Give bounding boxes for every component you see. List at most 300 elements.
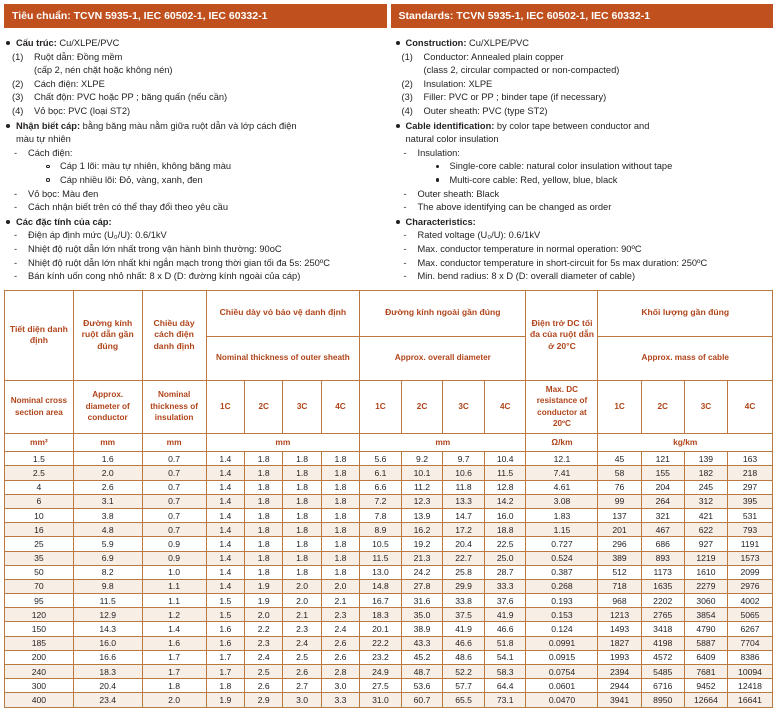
- cell-sheath-3c: 1.8: [283, 452, 321, 466]
- dash-icon: -: [14, 230, 18, 241]
- th-overall-en: Approx. overall diameter: [360, 336, 526, 380]
- unit-insulation: mm: [142, 433, 206, 452]
- table-row: [5, 594, 773, 608]
- cell-mass-4c: 2099: [728, 565, 773, 579]
- cell-insulation-thickness: 0.7: [142, 466, 206, 480]
- cell-resistance: 1.83: [526, 508, 598, 522]
- cell-mass-2c: 893: [641, 551, 684, 565]
- item-text: Cáp 1 lõi: màu tự nhiên, không băng màu: [60, 161, 232, 172]
- cell-resistance: 0.0991: [526, 636, 598, 650]
- item-text: Chất độn: PVC hoặc PP ; băng quấn (nếu cần): [34, 92, 228, 103]
- cell-mass-2c: 467: [641, 523, 684, 537]
- cell-mass-2c: 4198: [641, 636, 684, 650]
- th-overall-core-1c: 1C: [360, 380, 402, 433]
- item-text: Cách điện: XLPE: [34, 78, 105, 89]
- cell-mass-2c: 5485: [641, 665, 684, 679]
- table-row: [5, 494, 773, 508]
- cell-sheath-3c: 1.8: [283, 537, 321, 551]
- table-row: [5, 665, 773, 679]
- cell-conductor-diameter: 3.8: [73, 508, 142, 522]
- cell-insulation-thickness: 1.4: [142, 622, 206, 636]
- cell-overall-2c: 10.1: [401, 466, 443, 480]
- cell-sheath-3c: 2.0: [283, 594, 321, 608]
- cell-sheath-1c: 1.5: [206, 608, 244, 622]
- item-text: Rated voltage (U₀/U): 0.6/1kV: [417, 230, 541, 241]
- cell-insulation-thickness: 0.7: [142, 494, 206, 508]
- th-sheath-core-3c: 3C: [283, 380, 321, 433]
- table-row: [5, 679, 773, 693]
- cell-mass-1c: 99: [598, 494, 641, 508]
- cell-mass-4c: 395: [728, 494, 773, 508]
- section-identification-vi-line2: màu tự nhiên: [16, 134, 71, 145]
- cell-sheath-3c: 2.4: [283, 636, 321, 650]
- cell-overall-3c: 57.7: [443, 679, 485, 693]
- cell-insulation-thickness: 1.6: [142, 636, 206, 650]
- cell-conductor-diameter: 3.1: [73, 494, 142, 508]
- arrow-right-icon: [371, 4, 385, 28]
- identification-detail-vi: [4, 174, 384, 188]
- cell-overall-2c: 24.2: [401, 565, 443, 579]
- cell-overall-2c: 27.8: [401, 579, 443, 593]
- cell-mass-3c: 5887: [684, 636, 727, 650]
- cell-area: 120: [5, 608, 74, 622]
- cell-sheath-4c: 1.8: [321, 494, 359, 508]
- cell-mass-2c: 686: [641, 537, 684, 551]
- cell-area: 35: [5, 551, 74, 565]
- cell-mass-1c: 1827: [598, 636, 641, 650]
- cell-sheath-4c: 1.8: [321, 551, 359, 565]
- cell-mass-3c: 3854: [684, 608, 727, 622]
- cell-overall-4c: 58.3: [484, 665, 526, 679]
- characteristic-item-vi: [4, 270, 384, 284]
- bullet-icon: [396, 220, 400, 224]
- construction-item-en-cont: (class 2, circular compacted or non-compacted): [423, 65, 620, 76]
- cell-sheath-4c: 2.6: [321, 650, 359, 664]
- cell-mass-2c: 264: [641, 494, 684, 508]
- cell-sheath-4c: 2.1: [321, 594, 359, 608]
- th-mass-vi: Khối lượng gần đúng: [598, 290, 773, 336]
- cell-resistance: 0.0470: [526, 693, 598, 707]
- cell-overall-3c: 11.8: [443, 480, 485, 494]
- th-area-en: Nominal cross section area: [5, 380, 74, 433]
- construction-item-vi: [4, 105, 384, 119]
- cell-resistance: 12.1: [526, 452, 598, 466]
- cell-mass-2c: 2202: [641, 594, 684, 608]
- cell-mass-3c: 182: [684, 466, 727, 480]
- cell-overall-4c: 14.2: [484, 494, 526, 508]
- th-resistance-en: Max. DC resistance of conductor at 20ºC: [526, 380, 598, 433]
- cell-sheath-2c: 1.8: [244, 565, 282, 579]
- cell-mass-2c: 321: [641, 508, 684, 522]
- cell-overall-2c: 16.2: [401, 523, 443, 537]
- cell-area: 1.5: [5, 452, 74, 466]
- dash-icon: -: [403, 147, 407, 158]
- cell-overall-4c: 18.8: [484, 523, 526, 537]
- cell-sheath-3c: 2.6: [283, 665, 321, 679]
- cell-resistance: 0.0601: [526, 679, 598, 693]
- cell-resistance: 3.08: [526, 494, 598, 508]
- cell-overall-4c: 64.4: [484, 679, 526, 693]
- cell-sheath-4c: 1.8: [321, 537, 359, 551]
- cell-sheath-1c: 1.4: [206, 508, 244, 522]
- item-number: (2): [12, 78, 24, 89]
- characteristic-item-en: [394, 229, 774, 243]
- table-row: [5, 537, 773, 551]
- arrow-right-icon: [757, 4, 771, 28]
- description-column-en: [394, 36, 774, 284]
- item-text: Single-core cable: natural color insulation without tape: [449, 161, 673, 172]
- cell-sheath-2c: 1.9: [244, 579, 282, 593]
- characteristic-item-vi: [4, 229, 384, 243]
- cell-overall-1c: 31.0: [360, 693, 402, 707]
- cell-mass-3c: 7681: [684, 665, 727, 679]
- cell-resistance: 0.153: [526, 608, 598, 622]
- cell-sheath-2c: 2.5: [244, 665, 282, 679]
- cell-mass-4c: 6267: [728, 622, 773, 636]
- dash-icon: -: [403, 202, 407, 213]
- cell-sheath-4c: 1.8: [321, 565, 359, 579]
- circle-bullet-icon: [436, 178, 440, 182]
- characteristic-item-vi: [4, 243, 384, 257]
- item-text: The above identifying can be changed as order: [417, 202, 612, 213]
- dash-icon: -: [14, 243, 18, 254]
- cell-sheath-4c: 2.6: [321, 636, 359, 650]
- bullet-icon: [396, 124, 400, 128]
- cell-area: 10: [5, 508, 74, 522]
- cell-sheath-2c: 2.4: [244, 650, 282, 664]
- cell-resistance: 1.15: [526, 523, 598, 537]
- th-overall-core-3c: 3C: [443, 380, 485, 433]
- cell-insulation-thickness: 2.0: [142, 693, 206, 707]
- cell-overall-3c: 13.3: [443, 494, 485, 508]
- table-row: [5, 551, 773, 565]
- section-title: Nhận biết cáp:: [16, 120, 81, 131]
- bullet-icon: [6, 220, 10, 224]
- cell-resistance: 0.524: [526, 551, 598, 565]
- cell-overall-2c: 19.2: [401, 537, 443, 551]
- unit-resistance: Ω/km: [526, 433, 598, 452]
- cell-mass-3c: 421: [684, 508, 727, 522]
- cell-sheath-1c: 1.4: [206, 466, 244, 480]
- cell-resistance: 0.0915: [526, 650, 598, 664]
- construction-item-en: [394, 51, 774, 65]
- th-sheath-core-2c: 2C: [244, 380, 282, 433]
- identification-detail-vi: [4, 160, 384, 174]
- cell-area: 2.5: [5, 466, 74, 480]
- cell-overall-3c: 65.5: [443, 693, 485, 707]
- circle-bullet-icon: [436, 165, 440, 169]
- cell-area: 4: [5, 480, 74, 494]
- cell-overall-3c: 20.4: [443, 537, 485, 551]
- cell-mass-1c: 76: [598, 480, 641, 494]
- construction-item-en: [394, 91, 774, 105]
- cell-conductor-diameter: 5.9: [73, 537, 142, 551]
- cell-area: 185: [5, 636, 74, 650]
- section-title-rest: Cu/XLPE/PVC: [56, 38, 120, 48]
- cell-mass-4c: 4002: [728, 594, 773, 608]
- cell-mass-3c: 6409: [684, 650, 727, 664]
- cell-mass-4c: 793: [728, 523, 773, 537]
- cell-overall-4c: 51.8: [484, 636, 526, 650]
- cell-overall-2c: 48.7: [401, 665, 443, 679]
- cell-sheath-2c: 1.8: [244, 466, 282, 480]
- dash-icon: -: [14, 257, 18, 268]
- cell-conductor-diameter: 2.0: [73, 466, 142, 480]
- cell-insulation-thickness: 0.7: [142, 523, 206, 537]
- cell-sheath-2c: 1.8: [244, 508, 282, 522]
- th-insulation-en: Nominal thickness of insulation: [142, 380, 206, 433]
- cell-conductor-diameter: 20.4: [73, 679, 142, 693]
- cell-sheath-4c: 1.8: [321, 508, 359, 522]
- dash-icon: -: [403, 271, 407, 282]
- standards-banner-en: [391, 4, 774, 28]
- arrow-right-icon: [357, 4, 371, 28]
- cell-insulation-thickness: 1.1: [142, 594, 206, 608]
- th-mass-core-3c: 3C: [684, 380, 727, 433]
- identification-detail-en: [394, 174, 774, 188]
- cell-sheath-1c: 1.4: [206, 551, 244, 565]
- cell-resistance: 0.268: [526, 579, 598, 593]
- cell-overall-3c: 14.7: [443, 508, 485, 522]
- section-identification-en: [394, 120, 774, 134]
- cell-sheath-4c: 2.4: [321, 622, 359, 636]
- item-number: (1): [401, 51, 413, 62]
- cell-resistance: 0.387: [526, 565, 598, 579]
- cell-overall-4c: 73.1: [484, 693, 526, 707]
- cell-sheath-1c: 1.6: [206, 636, 244, 650]
- cell-sheath-1c: 1.8: [206, 679, 244, 693]
- cell-sheath-2c: 1.8: [244, 494, 282, 508]
- cell-mass-1c: 1213: [598, 608, 641, 622]
- section-title: Cable identification:: [405, 120, 495, 131]
- cell-resistance: 0.0754: [526, 665, 598, 679]
- cell-mass-2c: 6716: [641, 679, 684, 693]
- cell-overall-4c: 25.0: [484, 551, 526, 565]
- section-title: Construction:: [405, 38, 467, 48]
- cell-sheath-1c: 1.4: [206, 494, 244, 508]
- cell-mass-1c: 201: [598, 523, 641, 537]
- arrow-right-icon: [743, 4, 757, 28]
- cell-sheath-4c: 2.8: [321, 665, 359, 679]
- th-mass-core-1c: 1C: [598, 380, 641, 433]
- spec-table-wrapper: [0, 290, 777, 714]
- cell-mass-1c: 2394: [598, 665, 641, 679]
- cell-insulation-thickness: 0.7: [142, 452, 206, 466]
- cell-resistance: 0.193: [526, 594, 598, 608]
- item-text: Vỏ bọc: PVC (loại ST2): [34, 105, 131, 116]
- cell-area: 25: [5, 537, 74, 551]
- cell-sheath-2c: 1.8: [244, 523, 282, 537]
- cell-overall-1c: 16.7: [360, 594, 402, 608]
- cell-overall-1c: 18.3: [360, 608, 402, 622]
- cell-sheath-3c: 1.8: [283, 565, 321, 579]
- item-text: Multi-core cable: Red, yellow, blue, black: [449, 174, 618, 185]
- standards-banner-vi: [4, 4, 387, 28]
- item-text: Vỏ bọc: Màu đen: [28, 188, 99, 199]
- item-text: Max. conductor temperature in normal operation: 90ºC: [417, 243, 642, 254]
- cell-sheath-4c: 1.8: [321, 523, 359, 537]
- th-area-vi: Tiết diện danh định: [5, 290, 74, 380]
- cell-overall-4c: 22.5: [484, 537, 526, 551]
- item-text: Nhiệt độ ruột dẫn lớn nhất khi ngắn mạch trong thời gian tối đa 5s: 250ºC: [28, 257, 330, 268]
- construction-item-en: [394, 105, 774, 119]
- cell-mass-1c: 58: [598, 466, 641, 480]
- cell-overall-4c: 41.9: [484, 608, 526, 622]
- cell-overall-1c: 23.2: [360, 650, 402, 664]
- cell-insulation-thickness: 1.7: [142, 650, 206, 664]
- item-number: (3): [401, 92, 413, 103]
- cell-overall-2c: 38.9: [401, 622, 443, 636]
- circle-bullet-icon: [46, 165, 50, 169]
- cell-mass-4c: 531: [728, 508, 773, 522]
- identification-sub-en: [394, 188, 774, 202]
- description-column-vi: [4, 36, 384, 284]
- th-conductor-dia-en: Approx. diameter of conductor: [73, 380, 142, 433]
- cell-insulation-thickness: 0.7: [142, 480, 206, 494]
- cell-sheath-1c: 1.7: [206, 665, 244, 679]
- cell-sheath-4c: 2.3: [321, 608, 359, 622]
- cell-area: 95: [5, 594, 74, 608]
- cell-sheath-2c: 2.3: [244, 636, 282, 650]
- cell-overall-1c: 24.9: [360, 665, 402, 679]
- cell-sheath-4c: 3.3: [321, 693, 359, 707]
- bullet-icon: [6, 124, 10, 128]
- item-text: Cách nhận biết trên có thể thay đổi theo yêu cầu: [28, 202, 229, 213]
- cell-mass-2c: 1173: [641, 565, 684, 579]
- th-insulation-vi: Chiều dày cách điện danh định: [142, 290, 206, 380]
- cell-resistance: 0.124: [526, 622, 598, 636]
- identification-sub-vi: [4, 201, 384, 215]
- cell-mass-3c: 2279: [684, 579, 727, 593]
- cell-insulation-thickness: 1.1: [142, 579, 206, 593]
- section-identification-en-line2: natural color insulation: [405, 134, 499, 145]
- cell-conductor-diameter: 1.6: [73, 452, 142, 466]
- table-row: [5, 480, 773, 494]
- cell-sheath-3c: 3.0: [283, 693, 321, 707]
- section-identification-vi: [4, 120, 384, 134]
- construction-item-vi: [4, 51, 384, 65]
- characteristic-item-en: [394, 270, 774, 284]
- item-text: Outer sheath: PVC (type ST2): [423, 105, 548, 116]
- cell-overall-3c: 17.2: [443, 523, 485, 537]
- cell-mass-4c: 297: [728, 480, 773, 494]
- item-text: Insulation: XLPE: [423, 78, 493, 89]
- cell-mass-3c: 4790: [684, 622, 727, 636]
- section-construction-vi: [4, 37, 384, 51]
- cell-overall-1c: 11.5: [360, 551, 402, 565]
- cell-mass-2c: 4572: [641, 650, 684, 664]
- identification-sub-en: [394, 147, 774, 161]
- cell-conductor-diameter: 4.8: [73, 523, 142, 537]
- item-number: (2): [401, 78, 413, 89]
- table-row: [5, 466, 773, 480]
- cell-mass-4c: 5065: [728, 608, 773, 622]
- item-text: Filler: PVC or PP ; binder tape (if necessary): [423, 92, 607, 103]
- cell-sheath-4c: 3.0: [321, 679, 359, 693]
- cell-overall-3c: 33.8: [443, 594, 485, 608]
- table-row: [5, 452, 773, 466]
- cell-mass-1c: 512: [598, 565, 641, 579]
- cell-sheath-2c: 1.9: [244, 594, 282, 608]
- cell-area: 70: [5, 579, 74, 593]
- cell-mass-4c: 16641: [728, 693, 773, 707]
- cell-overall-3c: 41.9: [443, 622, 485, 636]
- cell-conductor-diameter: 16.6: [73, 650, 142, 664]
- section-title: Cấu trúc:: [16, 38, 57, 48]
- cell-overall-4c: 11.5: [484, 466, 526, 480]
- cell-conductor-diameter: 11.5: [73, 594, 142, 608]
- cell-conductor-diameter: 16.0: [73, 636, 142, 650]
- cell-mass-1c: 2944: [598, 679, 641, 693]
- cell-sheath-1c: 1.4: [206, 537, 244, 551]
- cell-sheath-4c: 1.8: [321, 466, 359, 480]
- section-title-rest: Cu/XLPE/PVC: [466, 38, 529, 48]
- unit-area: mm²: [5, 433, 74, 452]
- cell-sheath-3c: 2.3: [283, 622, 321, 636]
- cell-insulation-thickness: 1.0: [142, 565, 206, 579]
- cell-mass-3c: 312: [684, 494, 727, 508]
- item-text: Conductor: Annealed plain copper: [423, 51, 564, 62]
- cell-mass-1c: 1993: [598, 650, 641, 664]
- cell-mass-4c: 1191: [728, 537, 773, 551]
- cell-resistance: 4.61: [526, 480, 598, 494]
- circle-bullet-icon: [46, 178, 50, 182]
- description-columns: [0, 28, 777, 290]
- section-title-rest: bằng băng màu nằm giữa ruột dẫn và lớp cách điện: [80, 120, 297, 131]
- cell-insulation-thickness: 1.7: [142, 665, 206, 679]
- cell-sheath-1c: 1.5: [206, 594, 244, 608]
- th-sheath-core-1c: 1C: [206, 380, 244, 433]
- item-number: (4): [12, 105, 24, 116]
- cell-insulation-thickness: 0.7: [142, 508, 206, 522]
- cell-overall-3c: 48.6: [443, 650, 485, 664]
- bullet-icon: [6, 41, 10, 45]
- cell-overall-1c: 7.8: [360, 508, 402, 522]
- section-construction-en: [394, 37, 774, 51]
- cell-mass-2c: 2765: [641, 608, 684, 622]
- cell-sheath-3c: 1.8: [283, 466, 321, 480]
- cell-overall-4c: 10.4: [484, 452, 526, 466]
- cell-overall-4c: 16.0: [484, 508, 526, 522]
- cell-sheath-1c: 1.4: [206, 480, 244, 494]
- cell-sheath-3c: 1.8: [283, 480, 321, 494]
- cell-area: 240: [5, 665, 74, 679]
- cell-mass-2c: 1635: [641, 579, 684, 593]
- cell-overall-4c: 46.6: [484, 622, 526, 636]
- table-row: [5, 523, 773, 537]
- cell-sheath-3c: 1.8: [283, 494, 321, 508]
- cell-area: 6: [5, 494, 74, 508]
- cell-conductor-diameter: 2.6: [73, 480, 142, 494]
- item-text: Điện áp định mức (U₀/U): 0.6/1kV: [28, 230, 167, 241]
- th-sheath-vi: Chiều dày vỏ bảo vệ danh định: [206, 290, 360, 336]
- cell-overall-1c: 5.6: [360, 452, 402, 466]
- cell-sheath-2c: 1.8: [244, 452, 282, 466]
- spec-table-body: [5, 452, 773, 707]
- cell-area: 200: [5, 650, 74, 664]
- cell-sheath-2c: 1.8: [244, 480, 282, 494]
- item-text: Insulation:: [417, 147, 460, 158]
- cell-overall-3c: 29.9: [443, 579, 485, 593]
- cell-mass-3c: 1610: [684, 565, 727, 579]
- cell-overall-2c: 9.2: [401, 452, 443, 466]
- cell-mass-1c: 3941: [598, 693, 641, 707]
- cell-sheath-1c: 1.7: [206, 650, 244, 664]
- cell-mass-3c: 139: [684, 452, 727, 466]
- cell-sheath-2c: 2.6: [244, 679, 282, 693]
- cell-overall-4c: 54.1: [484, 650, 526, 664]
- cell-area: 300: [5, 679, 74, 693]
